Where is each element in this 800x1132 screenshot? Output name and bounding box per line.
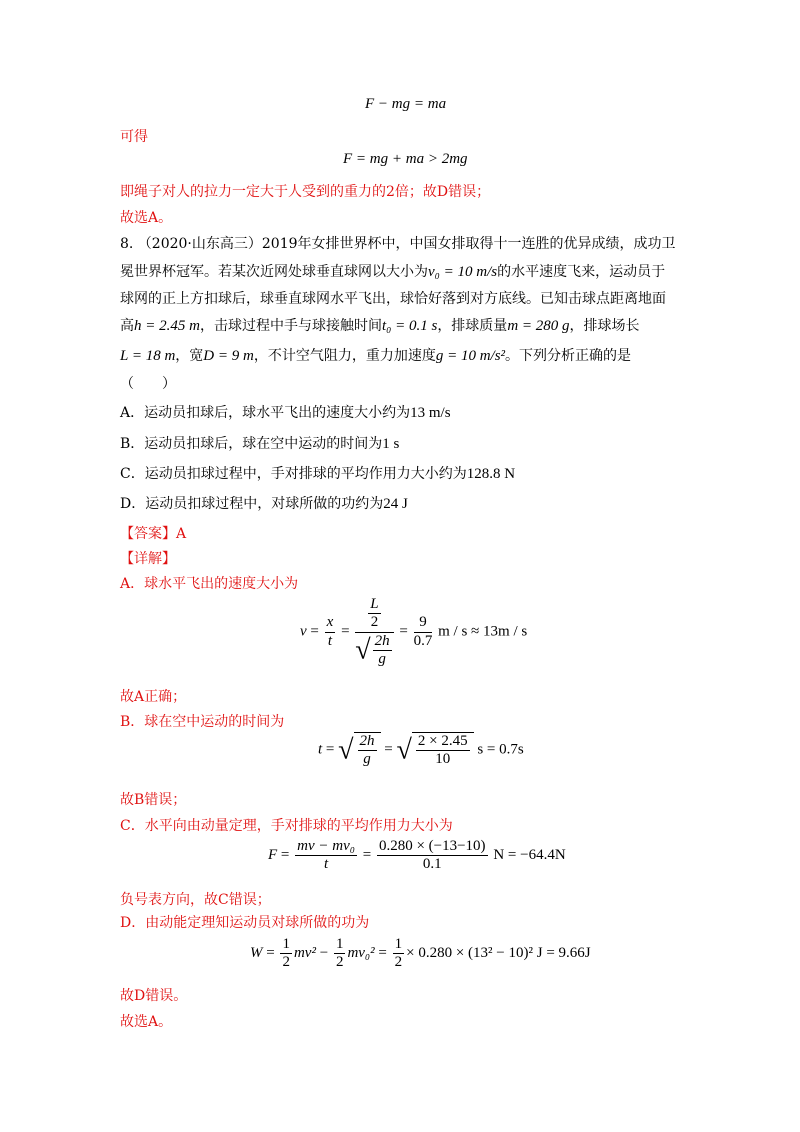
equation-time: t = √ $\frac{2h}{g}$ = √ $\frac{2 \times 2.45}{10}$ s = 0.7s [318, 733, 524, 768]
question-line-4: 高h = 2.45 m，击球过程中手与球接触时间t₀ = 0.1 s，排球质量m = 280 g，排球场长 [120, 318, 640, 334]
v0-value: v₀ = 10 m/s [428, 264, 498, 280]
text-kede: 可得 [120, 129, 148, 145]
option-a: A．运动员扣球后，球水平飞出的速度大小约为13 m/s [120, 405, 451, 421]
solution-b-end: 故B错误； [120, 792, 187, 808]
option-b: B．运动员扣球后，球在空中运动的时间为1 s [120, 436, 400, 452]
question-line-2: 冕世界杯冠军。若某次近网处球垂直球网以大小为v₀ = 10 m/s的水平速度飞来，运动员于 [120, 264, 666, 280]
equation-force: F = mg + ma > 2mg [343, 151, 468, 167]
question-line-5: L = 18 m，宽D = 9 m，不计空气阻力，重力加速度g = 10 m/s²。下列分析正确的是 [120, 348, 632, 364]
option-d: D．运动员扣球过程中，对球所做的功约为24 J [120, 496, 408, 512]
option-c: C．运动员扣球过程中，手对排球的平均作用力大小约为128.8 N [120, 466, 516, 482]
text-choose-a: 故选A。 [120, 210, 173, 226]
answer-label: 【答案】A [120, 526, 187, 542]
detail-label: 【详解】 [120, 551, 176, 567]
solution-b-intro: B．球在空中运动的时间为 [120, 714, 285, 730]
solution-a-intro: A．球水平飞出的速度大小为 [120, 576, 299, 592]
solution-d-intro: D．由动能定理知运动员对球所做的功为 [120, 915, 370, 931]
solution-a-end: 故A正确； [120, 689, 187, 705]
solution-c-intro: C．水平向由动量定理，手对排球的平均作用力大小为 [120, 818, 453, 834]
question-line-3: 球网的正上方扣球后，球垂直球网水平飞出，球恰好落到对方底线。已知击球点距离地面 [120, 291, 666, 307]
text-rope-conclusion: 即绳子对人的拉力一定大于人受到的重力的2倍；故D错误； [120, 184, 491, 200]
text-choose-a-final: 故选A。 [120, 1014, 173, 1030]
equation-newton: F − mg = ma [365, 96, 447, 112]
answer-parentheses: （ ） [120, 376, 176, 392]
equation-impulse: F = $\frac{\text{mv − mv₀}}{t}$ = $\frac{0.280 \times (-13-10)}{0.1}$ N = −64.4N [268, 838, 566, 873]
question-line-1: 8. （2020·山东高三）2019年女排世界杯中，中国女排取得十一连胜的优异成绩，成功卫 [120, 236, 676, 252]
equation-velocity: v = $\frac{x}{t}$ = $\frac{L}{2}$ √ $\frac{2h}{g}$ = $\frac{9}{0.7}$ m / s ≈ 13m / s [300, 596, 528, 667]
equation-work: W = $\frac{1}{2}$ mv² − $\frac{1}{2}$ mv₀² = $\frac{1}{2}$ × 0.280 × (13² − 10)² J = 9.66J [250, 936, 591, 971]
solution-c-end: 负号表方向，故C错误； [120, 892, 271, 908]
solution-d-end: 故D错误。 [120, 988, 188, 1004]
